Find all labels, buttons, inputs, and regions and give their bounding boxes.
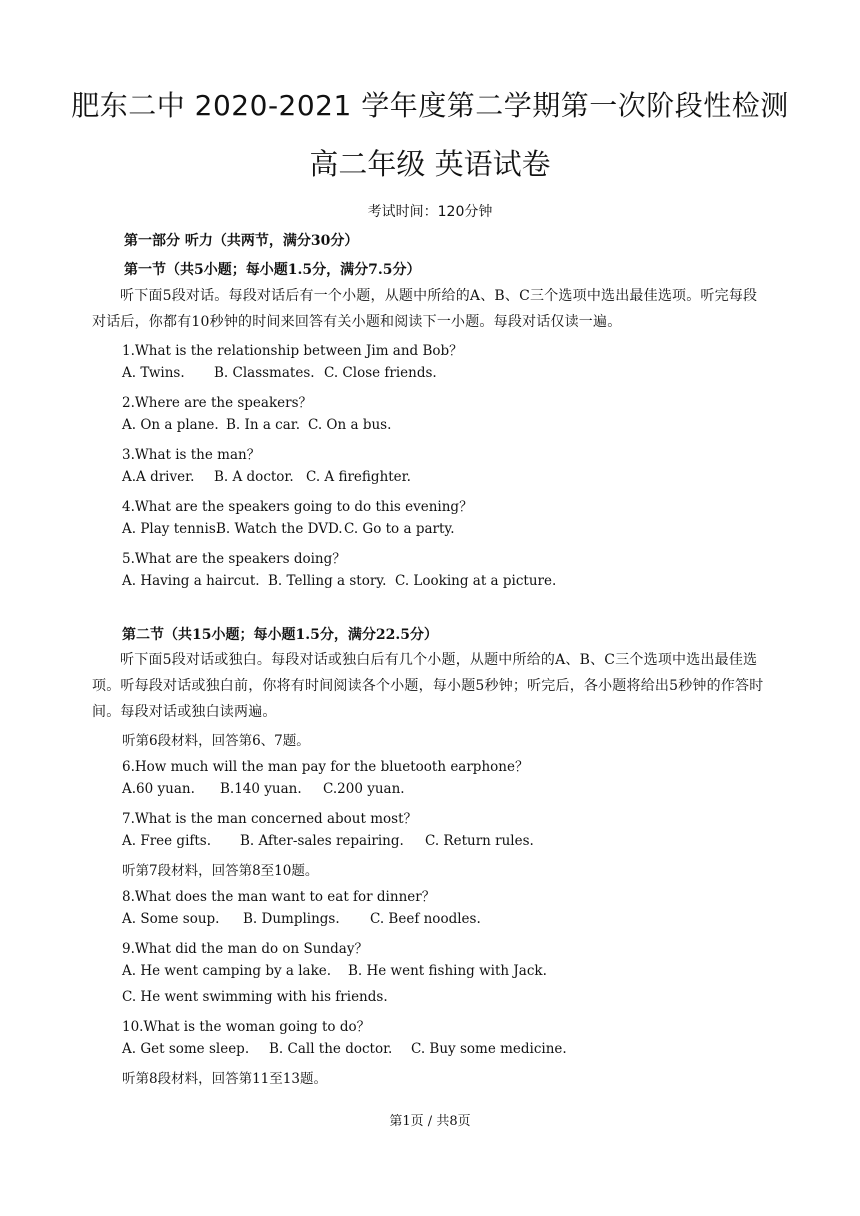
question-7: 7.What is the man concerned about most？	[122, 811, 418, 827]
options-5	[122, 573, 556, 589]
question-8: 8.What does the man want to eat for dinner？	[122, 889, 436, 905]
question-5: 5.What are the speakers doing？	[122, 551, 346, 567]
question-4: 4.What are the speakers going to do this evening？	[122, 499, 473, 515]
option-a: A. Twins.	[122, 365, 185, 381]
option-a: A. Having a haircut.	[122, 573, 260, 589]
option-a: A. Free gifts.	[122, 833, 212, 849]
options-2	[122, 417, 391, 433]
section2-heading: 第二节（共15小题；每小题1.5分，满分22.5分）	[122, 627, 438, 643]
question-6: 6.How much will the man pay for the bluetooth earphone？	[122, 759, 529, 775]
option-b: B. Watch the DVD.	[216, 521, 343, 537]
options-9	[122, 963, 547, 979]
option-a: A.60 yuan.	[122, 781, 195, 797]
question-9: 9.What did the man do on Sunday？	[122, 941, 368, 957]
options-4	[122, 521, 455, 537]
option-b: B.140 yuan.	[220, 781, 302, 797]
option-c: C. Return rules.	[425, 833, 534, 849]
option-b: B. In a car.	[226, 417, 301, 433]
options-8	[122, 911, 481, 927]
option-b: B. After-sales repairing.	[240, 833, 404, 849]
option-c: C. Go to a party.	[344, 521, 455, 537]
option-c: C. A firefighter.	[306, 469, 411, 485]
option-a: A. On a plane.	[122, 417, 219, 433]
option-a: A. Get some sleep.	[122, 1041, 250, 1057]
option-c: C. Buy some medicine.	[411, 1041, 567, 1057]
option-b: B. A doctor.	[214, 469, 294, 485]
exam-time: 考试时间：120分钟	[367, 204, 493, 220]
option-a: A.A driver.	[122, 469, 195, 485]
material-8-note: 听第8段材料，回答第11至13题。	[122, 1071, 327, 1087]
option-b: B. Dumplings.	[243, 911, 340, 927]
exam-subtitle: 高二年级 英语试卷	[309, 147, 551, 181]
option-a: A. He went camping by a lake.	[122, 963, 332, 979]
option-c: C. Close friends.	[324, 365, 437, 381]
option-a: A. Some soup.	[122, 911, 220, 927]
question-2: 2.Where are the speakers？	[122, 395, 313, 411]
exam-title: 肥东二中 2020-2021 学年度第二学期第一次阶段性检测	[71, 89, 789, 122]
options-7	[122, 833, 534, 849]
option-a: A. Play tennis.	[122, 521, 221, 537]
material-7-note: 听第7段材料，回答第8至10题。	[122, 863, 319, 879]
option-c: C. Looking at a picture.	[395, 573, 557, 589]
options-6	[122, 781, 405, 797]
question-1: 1.What is the relationship between Jim and Bob？	[122, 343, 463, 359]
options-10	[122, 1041, 567, 1057]
material-6-note: 听第6段材料，回答第6、7题。	[122, 733, 310, 749]
option-b: B. Telling a story.	[268, 573, 387, 589]
option-c-line: C. He went swimming with his friends.	[122, 989, 388, 1005]
option-c: C. On a bus.	[308, 417, 392, 433]
question-10: 10.What is the woman going to do？	[122, 1019, 371, 1035]
option-b: B. Classmates.	[214, 365, 315, 381]
section1-instruction: 听下面5段对话。每段对话后有一个小题，从题中所给的A、B、C三个选项中选出最佳选项。听完每段对话后，你都有10秒钟的时间来回答有关小题和阅读下一小题。每段对话仅读一遍。	[92, 288, 758, 330]
options-1	[122, 365, 437, 381]
page-footer: 第1页 / 共8页	[389, 1114, 471, 1129]
part1-heading: 第一部分 听力（共两节，满分30分）	[124, 233, 359, 249]
options-3	[122, 469, 411, 485]
section2-instruction: 听下面5段对话或独白。每段对话或独白后有几个小题，从题中所给的A、B、C三个选项中选出最佳选项。听每段对话或独白前，你将有时间阅读各个小题，每小题5秒钟；听完后，各小题将给出5秒钟的作答时间。每段对话或独白读两遍。	[92, 652, 764, 720]
option-b: B. He went fishing with Jack.	[348, 963, 547, 979]
section1-heading: 第一节（共5小题；每小题1.5分，满分7.5分）	[124, 262, 421, 278]
question-3: 3.What is the man？	[122, 447, 261, 463]
option-c: C. Beef noodles.	[370, 911, 481, 927]
option-c: C.200 yuan.	[323, 781, 405, 797]
option-b: B. Call the doctor.	[269, 1041, 393, 1057]
